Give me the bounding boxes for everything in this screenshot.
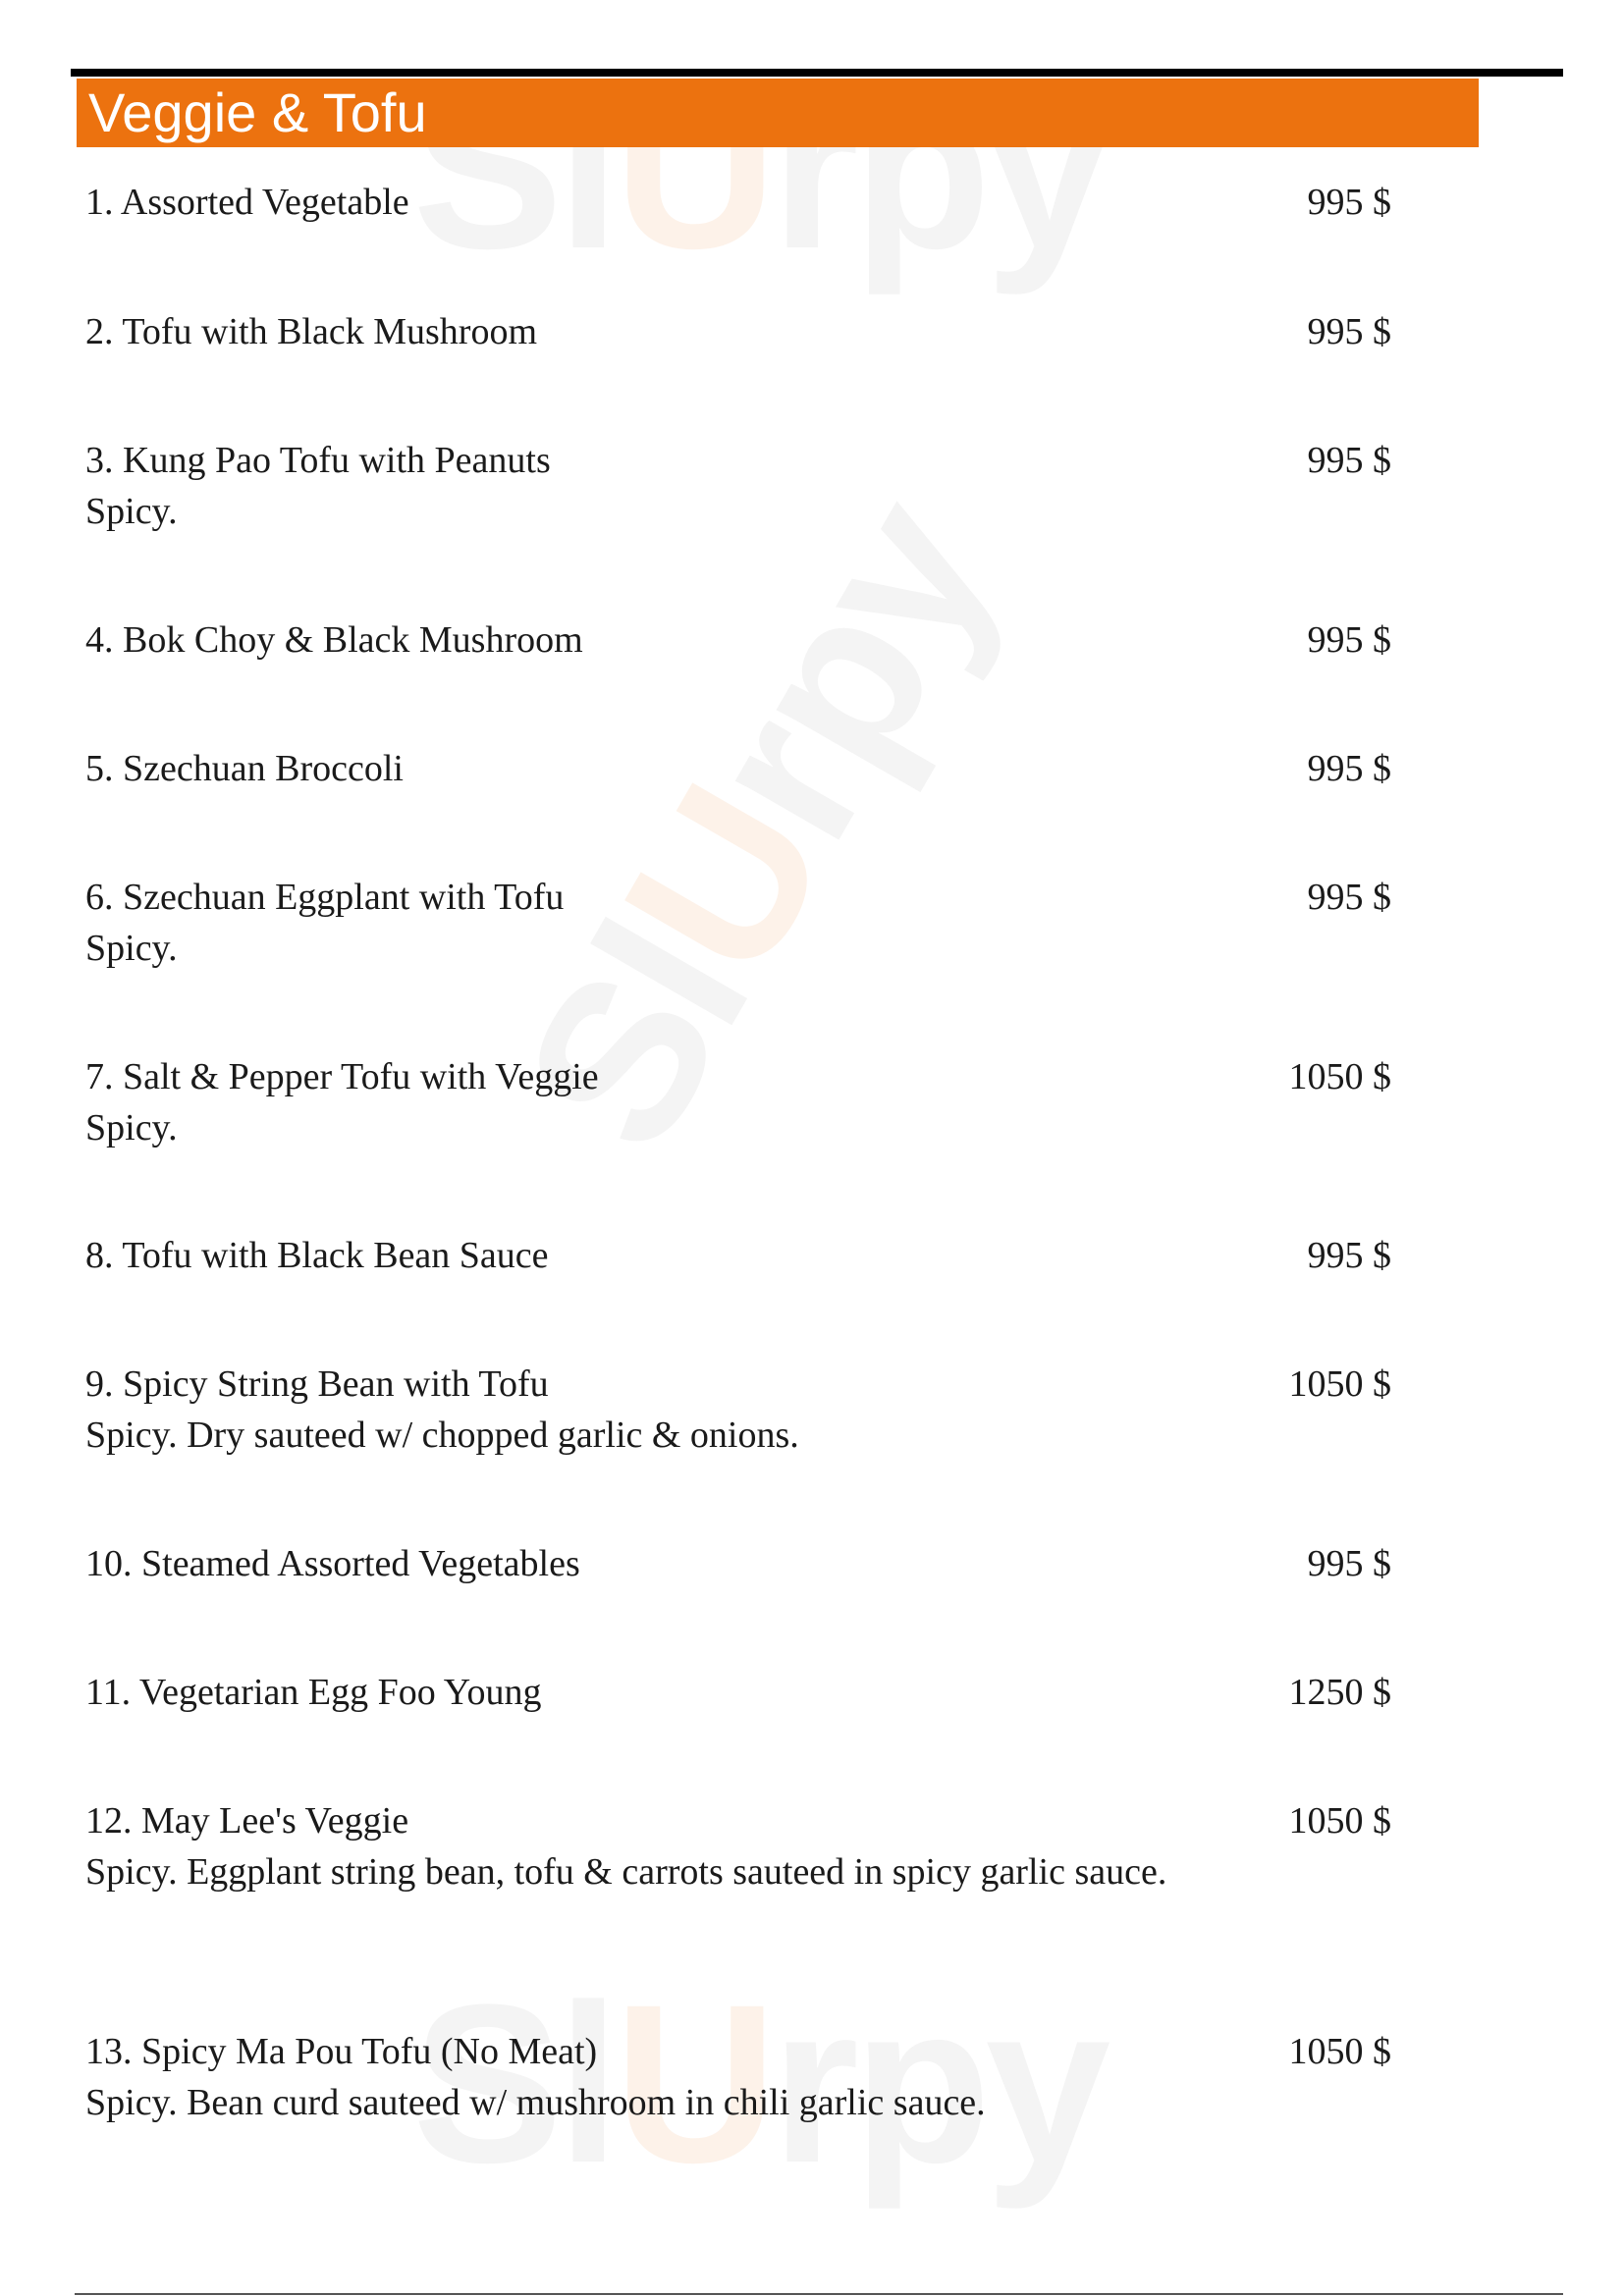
item-price: 995 $ <box>1307 877 1391 918</box>
watermark-logo-middle: U <box>575 751 873 1014</box>
item-price: 995 $ <box>1307 619 1391 661</box>
item-name: 10. Steamed Assorted Vegetables <box>85 1543 580 1584</box>
item-price: 1050 $ <box>1288 1800 1391 1842</box>
item-name: 1. Assorted Vegetable <box>85 182 409 223</box>
item-description: Spicy. Dry sauteed w/ chopped garlic & onions. <box>85 1415 799 1456</box>
item-name: 11. Vegetarian Egg Foo Young <box>85 1672 542 1713</box>
item-description: Spicy. <box>85 491 178 532</box>
menu-item <box>85 1359 1391 1461</box>
item-price: 1250 $ <box>1288 1672 1391 1713</box>
menu-item <box>85 1795 1391 1897</box>
item-price: 995 $ <box>1307 440 1391 481</box>
watermark-logo-bottom: U <box>614 1957 772 2210</box>
section-header <box>77 79 1479 147</box>
item-description: Spicy. <box>85 928 178 969</box>
section-title: Veggie & Tofu <box>88 81 427 143</box>
menu-item <box>85 435 1391 537</box>
menu-item <box>85 872 1391 974</box>
item-name: 6. Szechuan Eggplant with Tofu <box>85 877 565 918</box>
item-price: 995 $ <box>1307 182 1391 223</box>
item-price: 1050 $ <box>1288 2031 1391 2072</box>
menu-item <box>85 2026 1391 2128</box>
menu-item <box>85 743 1391 794</box>
item-name: 3. Kung Pao Tofu with Peanuts <box>85 440 551 481</box>
item-price: 995 $ <box>1307 311 1391 352</box>
item-price: 995 $ <box>1307 1235 1391 1276</box>
top-rule <box>71 69 1563 77</box>
item-price: 1050 $ <box>1288 1363 1391 1405</box>
watermark-logo-top: U <box>614 43 772 295</box>
item-name: 12. May Lee's Veggie <box>85 1800 409 1842</box>
item-name: 7. Salt & Pepper Tofu with Veggie <box>85 1056 599 1097</box>
item-price: 1050 $ <box>1288 1056 1391 1097</box>
item-description: Spicy. Eggplant string bean, tofu & carrots sauteed in spicy garlic sauce. <box>85 1851 1167 1893</box>
bottom-rule <box>75 2293 1563 2295</box>
item-description: Spicy. <box>85 1107 178 1148</box>
item-price: 995 $ <box>1307 748 1391 789</box>
menu-item <box>85 1667 1391 1718</box>
menu-item <box>85 306 1391 357</box>
item-name: 4. Bok Choy & Black Mushroom <box>85 619 583 661</box>
item-name: 8. Tofu with Black Bean Sauce <box>85 1235 549 1276</box>
item-name: 2. Tofu with Black Mushroom <box>85 311 538 352</box>
item-name: 9. Spicy String Bean with Tofu <box>85 1363 549 1405</box>
menu-item <box>85 1538 1391 1589</box>
menu-item <box>85 177 1391 228</box>
item-price: 995 $ <box>1307 1543 1391 1584</box>
item-name: 5. Szechuan Broccoli <box>85 748 404 789</box>
menu-item <box>85 614 1391 666</box>
item-description: Spicy. Bean curd sauteed w/ mushroom in chili garlic sauce. <box>85 2082 986 2123</box>
item-name: 13. Spicy Ma Pou Tofu (No Meat) <box>85 2031 598 2072</box>
menu-item <box>85 1230 1391 1281</box>
menu-item <box>85 1051 1391 1153</box>
